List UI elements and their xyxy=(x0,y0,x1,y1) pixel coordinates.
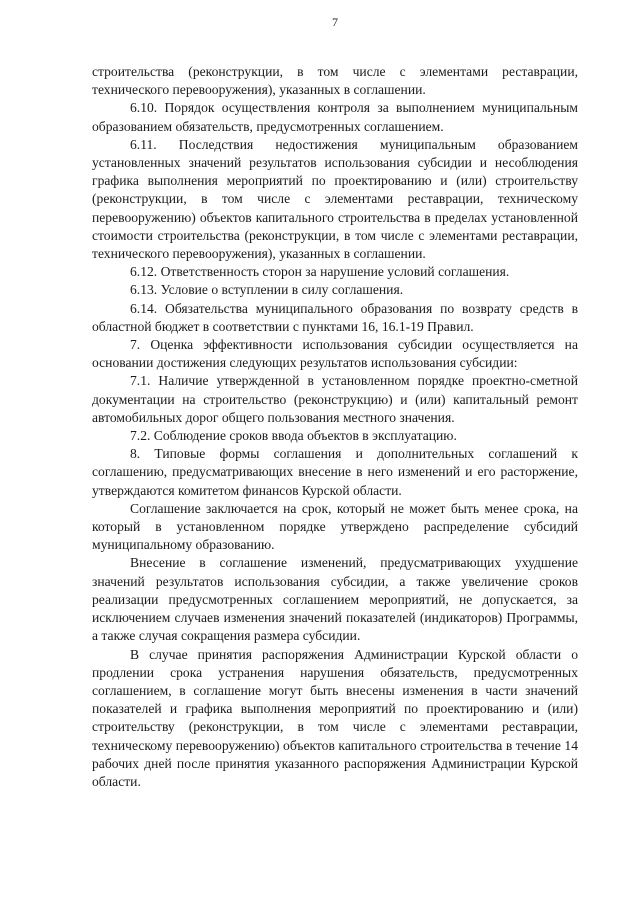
page-number: 7 xyxy=(332,15,338,29)
paragraph: 7. Оценка эффективности использования субсидии осуществляется на основании достижения следующих результатов использования субсидии: xyxy=(92,337,578,371)
paragraph: Соглашение заключается на срок, который не может быть менее срока, на который в установленном порядке утверждено распределение субсидий муниципальному образованию. xyxy=(92,500,578,553)
paragraph: 6.12. Ответственность сторон за нарушение условий соглашения. xyxy=(130,264,510,280)
paragraph: 6.10. Порядок осуществления контроля за выполнением муниципальным образованием обязательств, предусмотренных соглашением. xyxy=(92,100,578,134)
paragraph: 7.2. Соблюдение сроков ввода объектов в эксплуатацию. xyxy=(130,428,457,444)
paragraph: В случае принятия распоряжения Администрации Курской области о продлении срока устранения нарушения обязательств, предусмотренных соглашением, в соглашение могут быть внесены изменения в части значений показателей и графика выполнения мероприятий по проектированию и (или) строительству (реконструкции, в том числе с элементами реставрации, техническому перевооружению) объектов капитального строительства в течение 14 рабочих дней после принятия указанного распоряжения Администрации Курской области. xyxy=(92,646,578,789)
paragraph: 7.1. Наличие утвержденной в установленном порядке проектно-сметной документации на строительство (реконструкцию) и (или) капитальный ремонт автомобильных дорог общего пользования местного значения. xyxy=(92,373,578,425)
document-body xyxy=(92,63,578,791)
paragraph: 6.11. Последствия недостижения муниципальным образованием установленных значений результатов использования субсидии и несоблюдения графика выполнения мероприятий по проектированию и (или) строительству (реконструкции, в том числе с элементами реставрации, техническому перевооружению) объектов капитального строительства в пределах установленной стоимости строительства (реконструкции, в том числе с элементами реставрации, технического перевооружения), указанных в соглашении. xyxy=(92,136,578,262)
paragraph: 6.14. Обязательства муниципального образования по возврату средств в областной бюджет в соответствии с пунктами 16, 16.1-19 Правил. xyxy=(92,300,578,334)
paragraph: 6.13. Условие о вступлении в силу соглашения. xyxy=(130,282,404,298)
paragraph: строительства (реконструкции, в том числе с элементами реставрации, технического перевооружения), указанных в соглашении. xyxy=(92,64,578,98)
paragraph: 8. Типовые формы соглашения и дополнительных соглашений к соглашению, предусматривающих внесение в него изменений и его расторжение, утверждаются комитетом финансов Курской области. xyxy=(92,446,578,498)
paragraph: Внесение в соглашение изменений, предусматривающих ухудшение значений результатов использования субсидии, а также увеличение сроков реализации предусмотренных соглашением мероприятий, не допускается, за исключением случаев изменения значений показателей (индикаторов) Программы, а также случая сокращения размера субсидии. xyxy=(92,555,578,644)
